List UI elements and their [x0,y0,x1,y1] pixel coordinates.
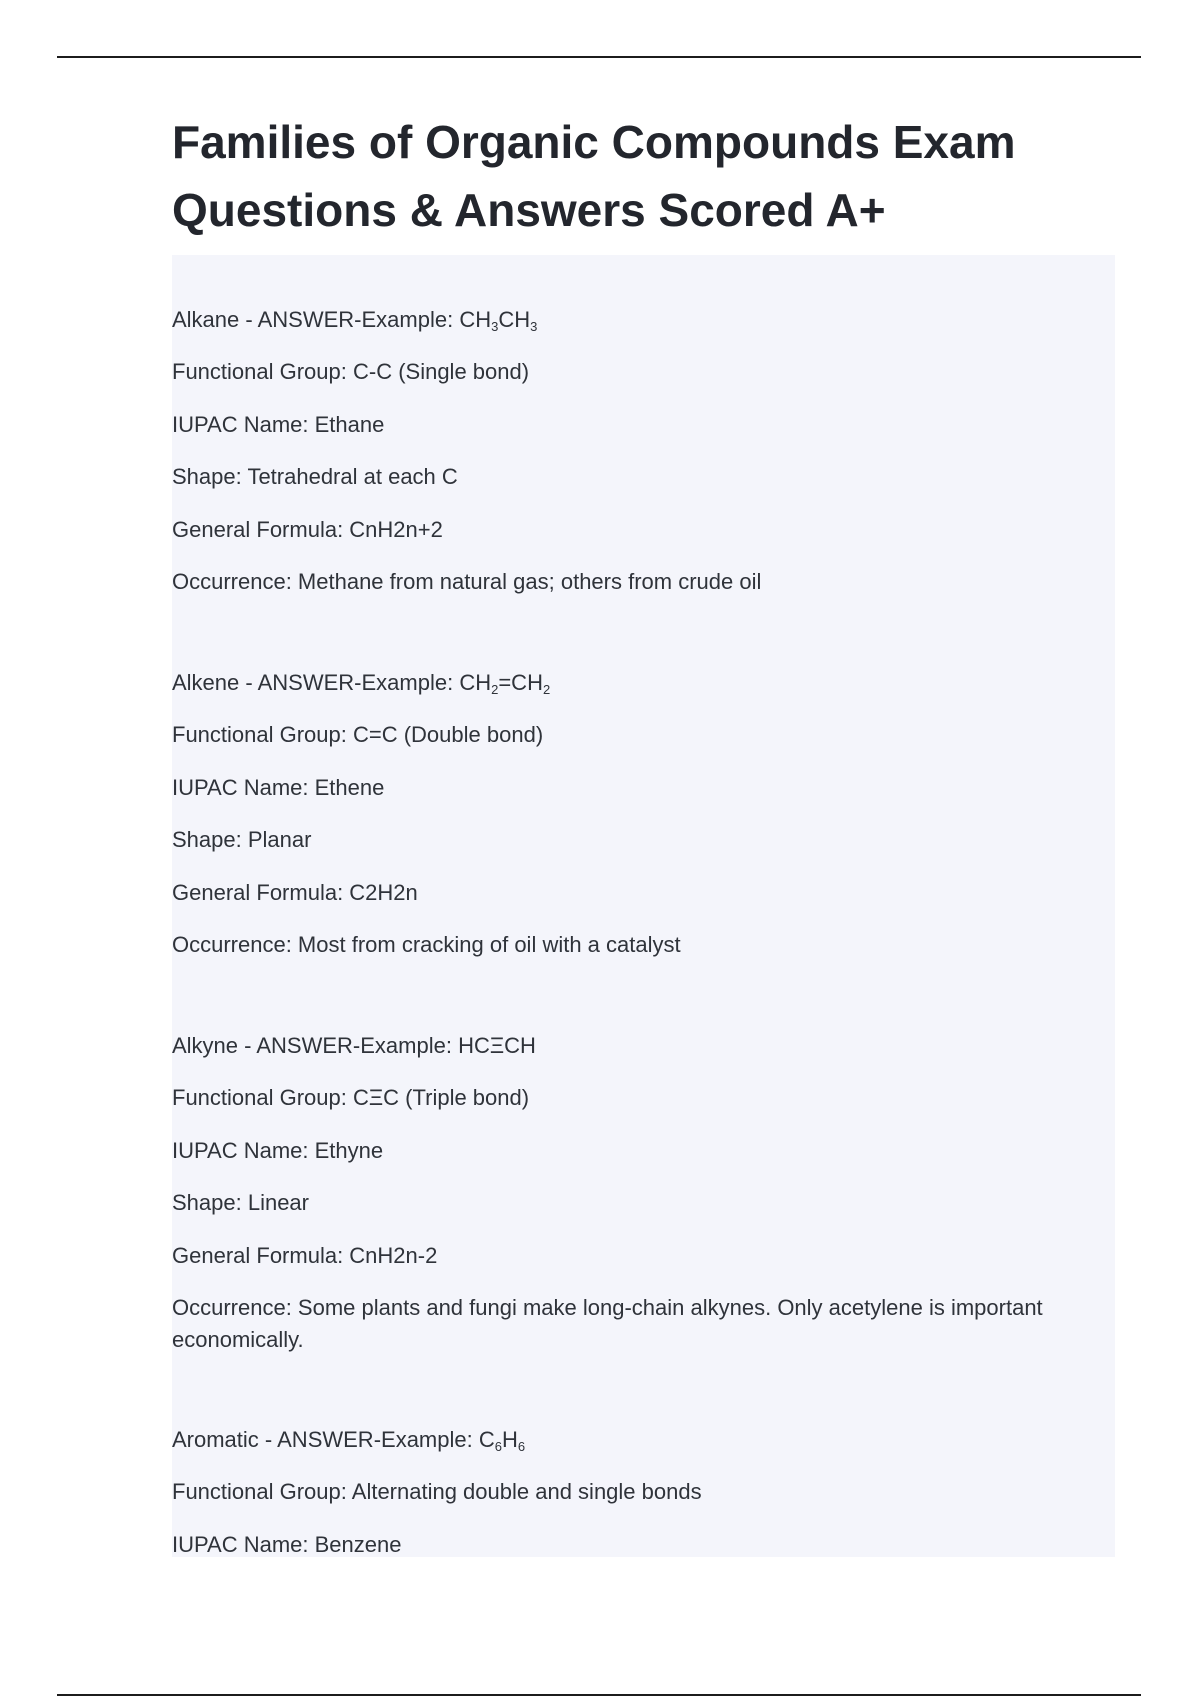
answer-line: IUPAC Name: Benzene [172,1531,402,1557]
question-text: Alkyne - ANSWER-Example: [172,1033,459,1058]
answer-line: Shape: Tetrahedral at each C [172,464,458,490]
answer-line: Functional Group: C=C (Double bond) [172,722,544,748]
answer-line: IUPAC Name: Ethane [172,411,385,437]
qa-entry [172,1030,1072,1356]
formula-subscript: 2 [542,682,551,697]
qa-entry [172,1424,1072,1581]
question-line [172,1424,1072,1476]
answer-line: Functional Group: Alternating double and single bonds [172,1479,702,1505]
qa-entry [172,304,1072,618]
formula-subscript: 2 [491,682,499,697]
qa-entry [172,667,1072,981]
document-title: Families of Organic Compounds Exam Questions & Answers Scored A+ [172,116,1016,236]
answer-line: General Formula: C2H2n [172,879,418,905]
question-text: Alkene - ANSWER-Example: [172,670,460,695]
question-text: Aromatic - ANSWER-Example: [172,1427,479,1452]
chemical-formula: $CH_2=CH_2$ [459,670,551,697]
answer-line: IUPAC Name: Ethene [172,774,385,800]
bottom-rule [57,1694,1141,1696]
question-text: Alkane - ANSWER-Example: [172,307,460,332]
chemical-formula: $CH_3CH_3$ [459,307,538,334]
formula-subscript: 6 [494,1439,502,1454]
answer-line: Functional Group: CΞC (Triple bond) [172,1085,530,1111]
answer-line: Occurrence: Methane from natural gas; others from crude oil [172,568,762,594]
top-rule [57,56,1141,58]
question-line [172,304,1072,356]
answer-line: Shape: Linear [172,1190,309,1216]
answer-line: Functional Group: C-C (Single bond) [172,359,530,385]
answer-line: Occurrence: Most from cracking of oil with a catalyst [172,931,681,957]
formula-subscript: 6 [517,1439,526,1454]
answer-line: IUPAC Name: Ethyne [172,1137,384,1163]
question-line [172,667,1072,719]
formula-subscript: 3 [491,319,499,334]
answer-line: Shape: Planar [172,827,312,853]
answer-line: General Formula: CnH2n-2 [172,1242,438,1268]
chemical-formula: $C_6H_6$ [478,1427,526,1454]
chemical-formula: HCΞCH [458,1033,536,1058]
question-line [172,1030,1072,1082]
answer-line: General Formula: CnH2n+2 [172,516,443,542]
formula-subscript: 3 [530,319,538,334]
answer-line: Occurrence: Some plants and fungi make long-chain alkynes. Only acetylene is important economically. [172,1294,1043,1352]
